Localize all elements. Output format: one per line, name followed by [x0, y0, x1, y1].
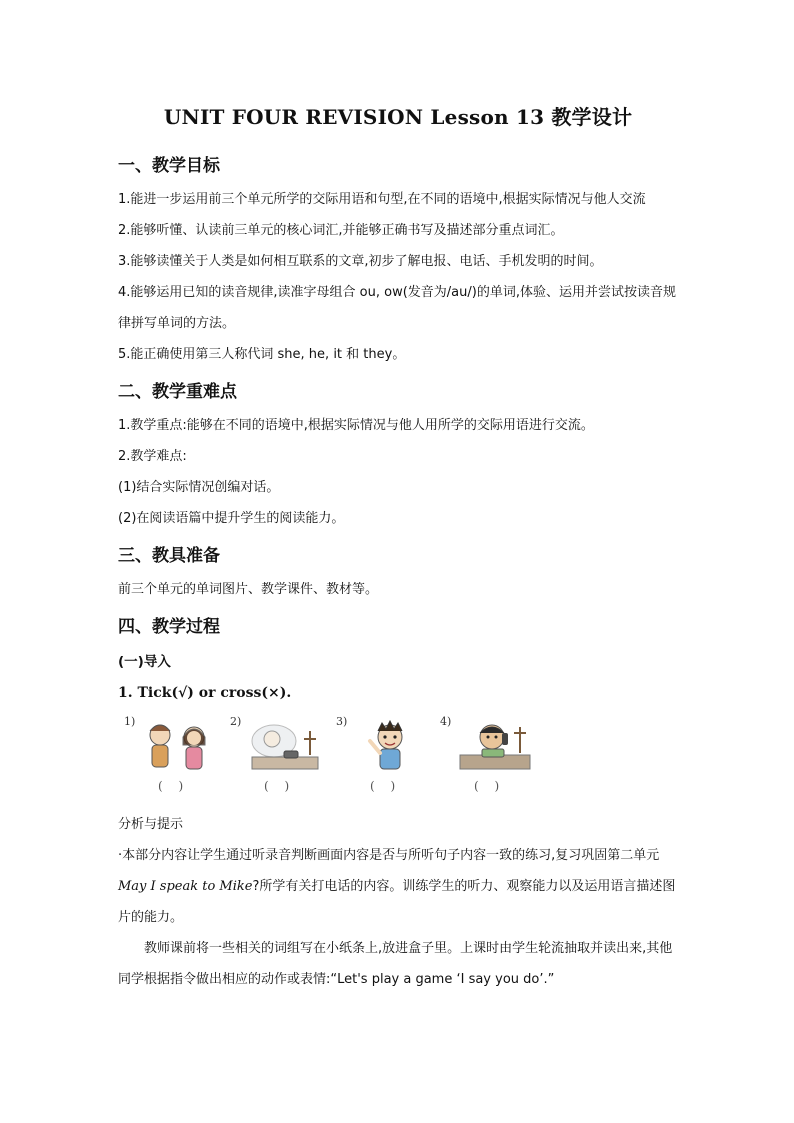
two-children-talking-icon — [138, 719, 218, 775]
exercise-picture — [230, 715, 330, 801]
key-point-item: 1.教学重点:能够在不同的语境中,根据实际情况与他人用所学的交际用语进行交流。 — [118, 418, 594, 433]
step-label: (一)导入 — [118, 654, 171, 670]
key-point-item: (1)结合实际情况创编对话。 — [118, 480, 280, 495]
lesson-reference: May I speak to Mike — [118, 879, 253, 894]
answer-bracket[interactable]: ( ) — [158, 779, 190, 793]
analysis-paragraph — [118, 840, 678, 933]
exercise-pictures — [118, 715, 678, 801]
objective-item: 3.能够读懂关于人类是如何相互联系的文章,初步了解电报、电话、手机发明的时间。 — [118, 254, 603, 269]
section-heading-objectives: 一、教学目标 — [118, 156, 220, 176]
picture-number: 2) — [230, 715, 242, 728]
document-page — [118, 100, 678, 995]
picture-number: 1) — [124, 715, 136, 728]
exercise-picture — [440, 715, 540, 801]
objective-item: 1.能进一步运用前三个单元所学的交际用语和句型,在不同的语境中,根据实际情况与他人交流 — [118, 192, 646, 207]
objective-item: 5.能正确使用第三人称代词 she, he, it 和 they。 — [118, 347, 406, 362]
key-point-item: 2.教学难点: — [118, 449, 187, 464]
exercise-picture — [124, 715, 224, 801]
materials-item: 前三个单元的单词图片、教学课件、教材等。 — [118, 582, 379, 597]
objective-item: 4.能够运用已知的读音规律,读准字母组合 ou, ow(发音为/au/)的单词,体验、运用并尝试按读音规律拼写单词的方法。 — [118, 285, 676, 331]
picture-number: 4) — [440, 715, 452, 728]
section-heading-materials: 三、教具准备 — [118, 546, 220, 566]
exercise-picture — [336, 715, 436, 801]
picture-number: 3) — [336, 715, 348, 728]
section-heading-process: 四、教学过程 — [118, 617, 220, 637]
answer-bracket[interactable]: ( ) — [474, 779, 506, 793]
analysis-text: ·本部分内容让学生通过听录音判断画面内容是否与所听句子内容一致的练习,复习巩固第二单元 — [118, 848, 660, 863]
boy-on-phone-icon — [454, 719, 534, 775]
section-heading-key-points: 二、教学重难点 — [118, 382, 237, 402]
objective-item: 2.能够听懂、认读前三单元的核心词汇,并能够正确书写及描述部分重点词汇。 — [118, 223, 564, 238]
answer-bracket[interactable]: ( ) — [264, 779, 296, 793]
activity-paragraph: 教师课前将一些相关的词组写在小纸条上,放进盒子里。上课时由学生轮流抽取并读出来,其他同学根据指令做出相应的动作或表情:“Let's play a game ‘I say you do’.” — [118, 941, 673, 987]
boy-waving-icon — [350, 719, 430, 775]
document-title: UNIT FOUR REVISION Lesson 13 教学设计 — [163, 105, 633, 129]
answer-bracket[interactable]: ( ) — [370, 779, 402, 793]
key-point-item: (2)在阅读语篇中提升学生的阅读能力。 — [118, 511, 345, 526]
analysis-text: ?所学有关打电话的内容。训练学生的听力、观察能力以及运用语言描述图片的能力。 — [118, 879, 676, 925]
analysis-label: 分析与提示 — [118, 817, 184, 832]
phone-on-table-icon — [244, 719, 324, 775]
exercise-title: 1. Tick(√) or cross(×). — [118, 685, 292, 701]
